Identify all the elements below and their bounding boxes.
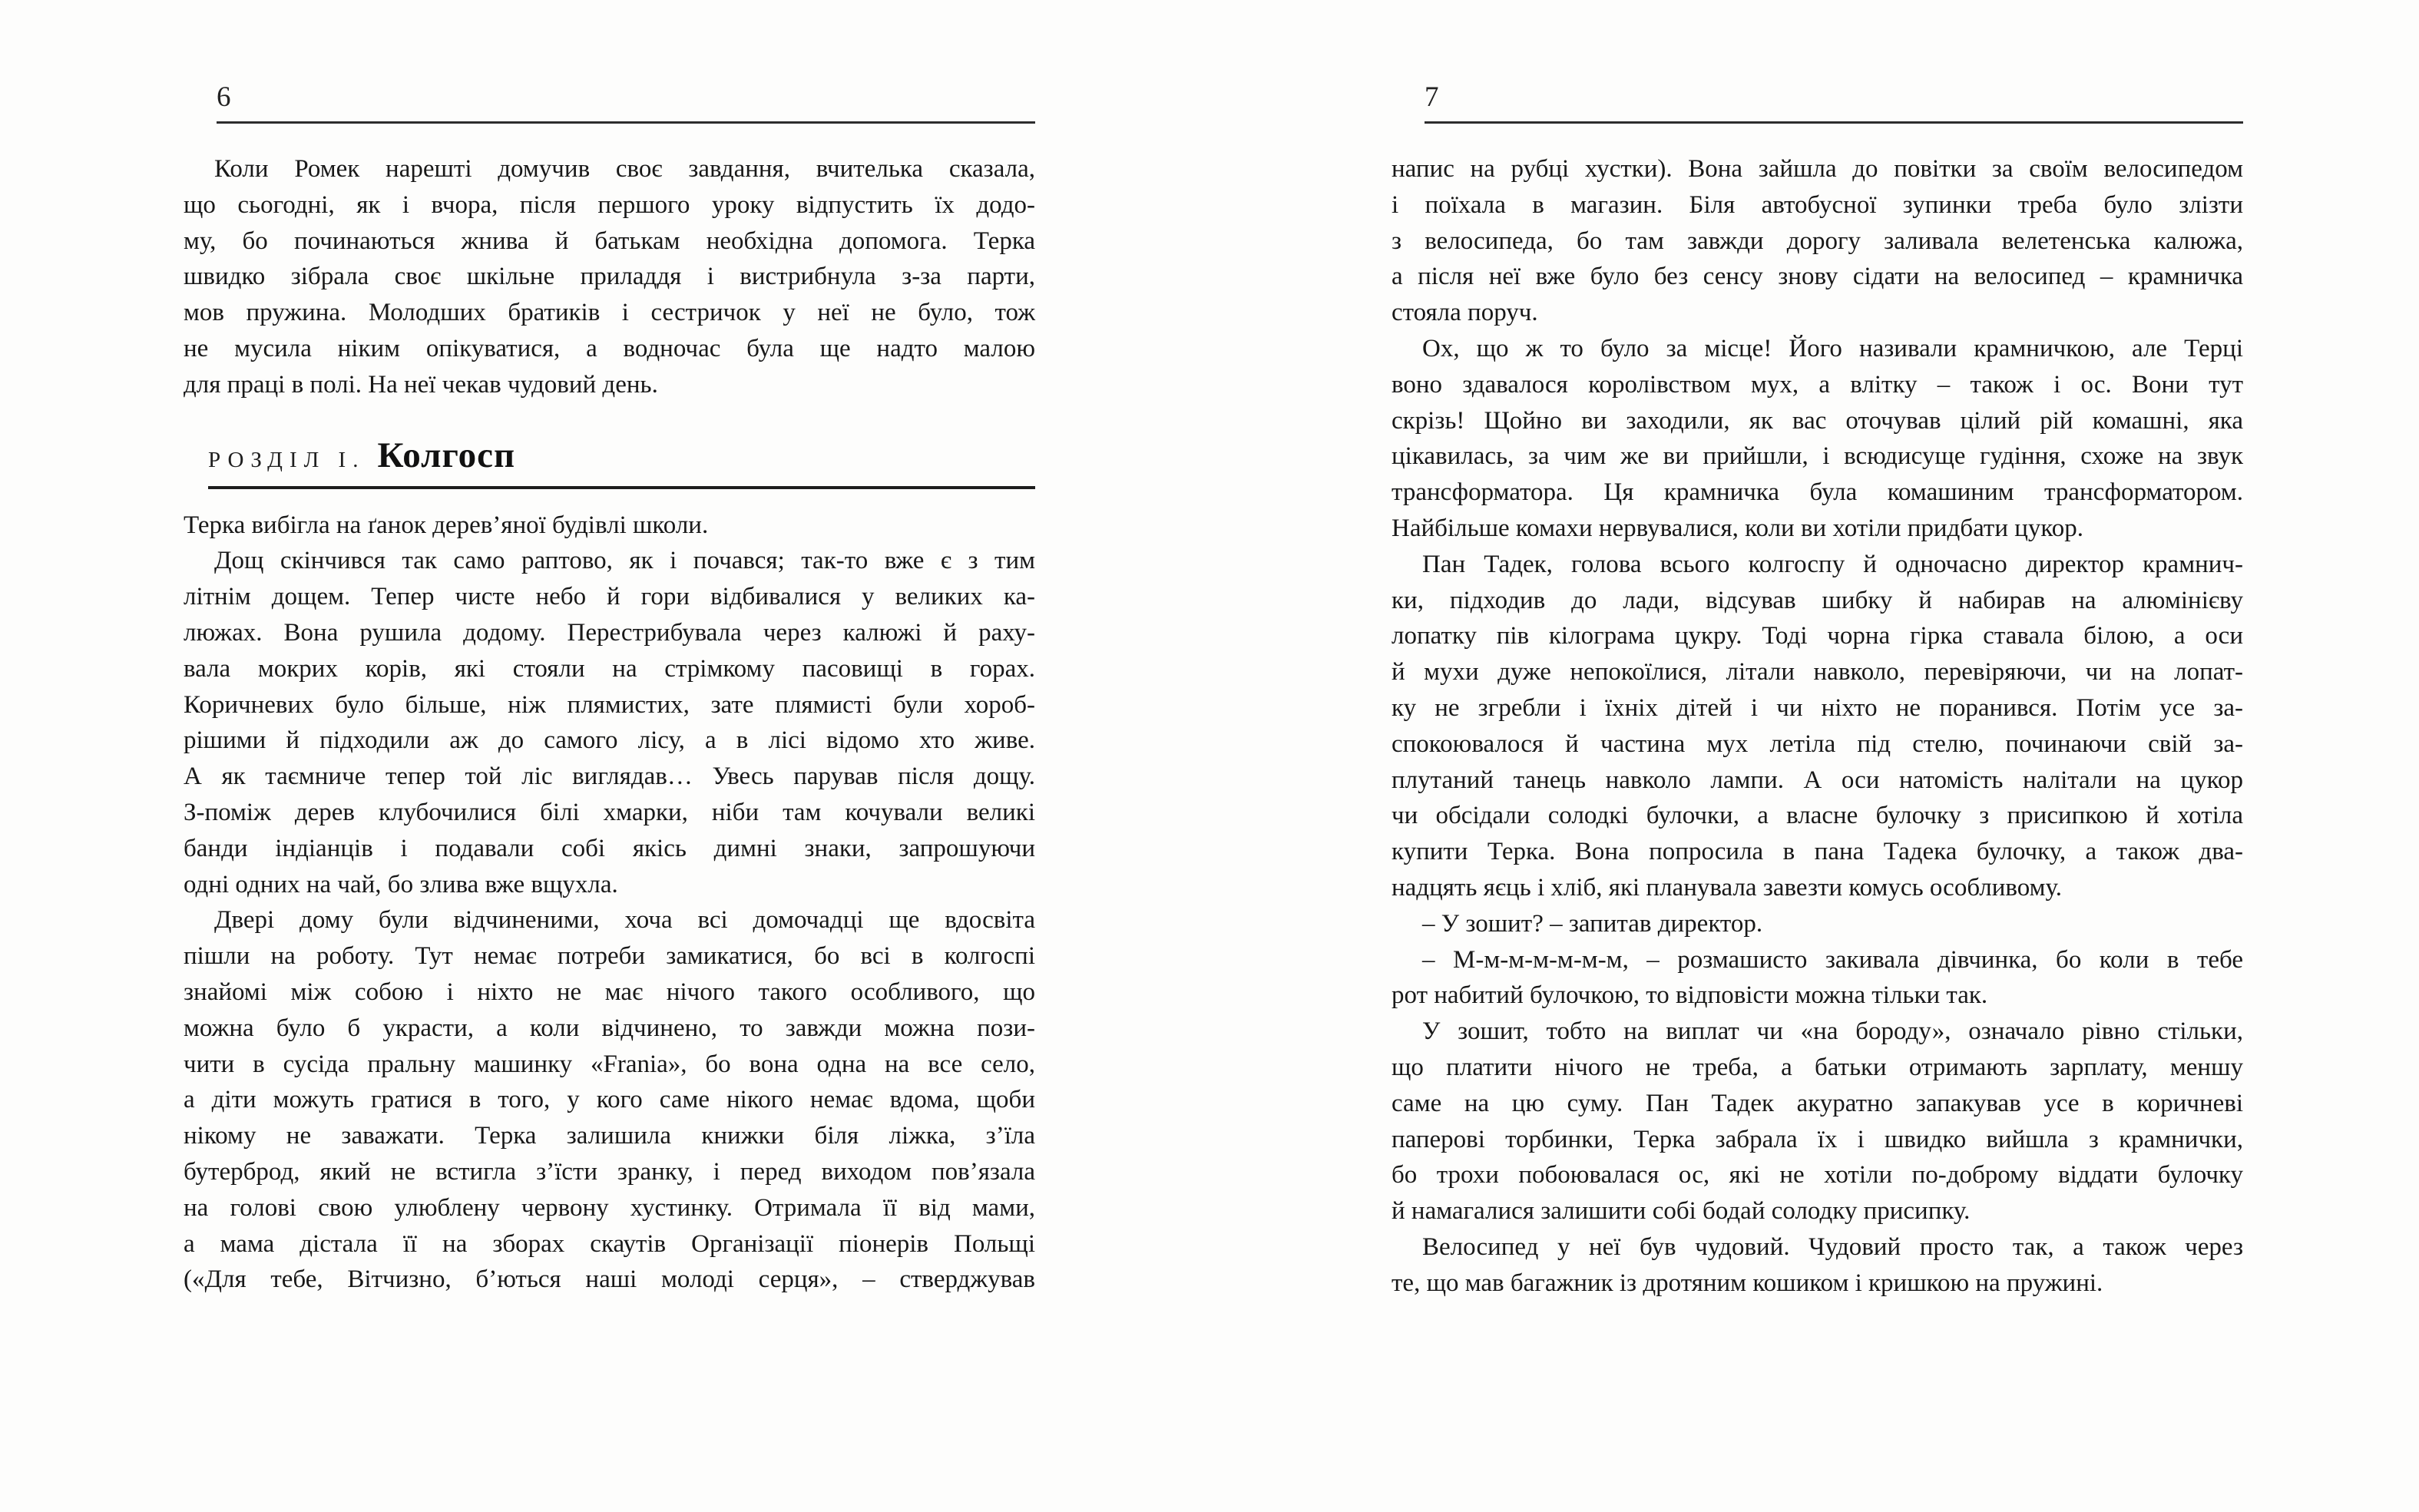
text-line: чи обсідали солодкі булочки, а власне булочку з присипкою й хотіла: [1392, 802, 2243, 830]
text-line: спокоювалося й частина мух летіла під стелю, починаючи свій за-: [1392, 730, 2243, 758]
text-line: напис на рубці хустки). Вона зайшла до повітки за своїм велосипедом: [1392, 155, 2243, 183]
text-line: паперові торбинки, Терка забрала їх і швидко вийшла з крамнички,: [1392, 1125, 2243, 1153]
text-line: нікому не заважати. Терка залишила книжки біля ліжка, з’їла: [184, 1122, 1035, 1150]
text-line: на голові свою улюблену червону хустинку. Отримала її від мами,: [184, 1193, 1035, 1222]
text-line: що сьогодні, як і вчора, після першого уроку відпустить їх додо-: [184, 190, 1035, 219]
paragraph: [1392, 331, 2243, 547]
text-line: для праці в полі. На неї чекав чудовий день.: [184, 370, 658, 399]
text-line: літнім дощем. Тепер чисте небо й гори відбивалися у великих ка-: [184, 583, 1035, 611]
paragraph: [1392, 547, 2243, 906]
text-line: банди індіанців і подавали собі якісь димні знаки, запрошуючи: [184, 834, 1035, 862]
paragraph: [1392, 1229, 2243, 1302]
text-line: Велосипед у неї був чудовий. Чудовий просто так, а також через: [1422, 1232, 2243, 1261]
page-left: [184, 0, 1035, 1298]
text-line: Пан Тадек, голова всього колгоспу й одночасно директор крамнич-: [1422, 550, 2243, 578]
page-header-right: [1392, 83, 2243, 124]
page-number: 7: [1425, 81, 1439, 113]
text-line: скрізь! Щойно ви заходили, як вас оточував цілий рій комашні, яка: [1392, 406, 2243, 435]
text-line: не мусила ніким опікуватися, а водночас була ще надто малою: [184, 334, 1035, 362]
text-line: що платити нічого не треба, а батьки отримають зарплату, меншу: [1392, 1053, 2243, 1081]
text-line: Ох, що ж то було за місце! Його називали крамничкою, але Терці: [1422, 334, 2243, 362]
chapter-heading: [208, 435, 1035, 489]
text-line: люжах. Вона рушила додому. Перестрибувала через калюжі й раху-: [184, 618, 1035, 647]
text-line: чити в сусіда пральну машинку «Frania», бо вона одна на все село,: [184, 1050, 1035, 1078]
text-line: Дощ скінчився так само раптово, як і почався; так-то вже є з тим: [214, 547, 1035, 575]
text-line: а мама дістала її на зборах скаутів Організації піонерів Польщі: [184, 1229, 1035, 1258]
chapter-title: Колгосп: [377, 435, 516, 475]
text-line: й мухи дуже непокоїлися, літали навколо, перевіряючи, чи на лопат-: [1392, 658, 2243, 687]
text-line: саме на цю суму. Пан Тадек акуратно запакував усе в коричневі: [1392, 1089, 2243, 1117]
text-line: пішли на роботу. Тут немає потреби замикатися, бо всі в колгоспі: [184, 942, 1035, 971]
text-line: воно здавалося королівством мух, а влітку – також і ос. Вони тут: [1392, 370, 2243, 399]
text-line: Найбільше комахи нервувалися, коли ви хотіли придбати цукор.: [1392, 514, 2084, 542]
text-line: А як таємниче тепер той ліс виглядав… Увесь парував після дощу.: [184, 763, 1035, 791]
header-rule: [1425, 121, 2243, 124]
text-line: цікавилась, за чим же ви прийшли, і всюдисуще гудіння, схоже на звук: [1392, 442, 2243, 471]
paragraph: [1392, 1014, 2243, 1229]
text-line: Двері дому були відчиненими, хоча всі домочадці ще вдосвіта: [214, 906, 1035, 935]
text-line: бутерброд, який не встигла з’їсти зранку, і перед виходом пов’язала: [184, 1157, 1035, 1186]
paragraph: [184, 151, 1035, 403]
paragraph: [184, 902, 1035, 1298]
text-line: трансформатора. Ця крамничка була комашиним трансформатором.: [1392, 478, 2243, 507]
text-line: Терка вибігла на ґанок дерев’яної будівлі школи.: [184, 511, 709, 539]
page-number: 6: [217, 81, 231, 113]
text-line: а після неї вже було без сенсу знову сідати на велосипед – крамничка: [1392, 263, 2243, 291]
text-line: вала мокрих корів, які стояли на стрімкому пасовищі в горах.: [184, 654, 1035, 683]
text-line: – У зошит? – запитав директор.: [1422, 909, 1763, 938]
text-line: З-поміж дерев клубочилися білі хмарки, ніби там кочували великі: [184, 798, 1035, 826]
text-line: плутаний танець навколо лампи. А оси натомість налітали на цукор: [1392, 766, 2243, 794]
text-line: лопатку пів кілограма цукру. Тоді чорна гірка ставала білою, а оси: [1392, 622, 2243, 650]
page-right: [1392, 0, 2243, 1302]
text-line: рішими й підходили аж до самого лісу, а в лісі відомо хто живе.: [184, 726, 1035, 755]
text-line: ку не згребли і їхніх дітей і чи ніхто не поранився. Потім усе за-: [1392, 693, 2243, 722]
header-rule: [217, 121, 1035, 124]
text-line: рот набитий булочкою, то відповісти можна тільки так.: [1392, 981, 1988, 1010]
text-line: й намагалися залишити собі бодай солодку присипку.: [1392, 1197, 1971, 1226]
text-line: – М-м-м-м-м-м-м, – розмашисто закивала дівчинка, бо коли в тебе: [1422, 945, 2243, 974]
text-line: те, що мав багажник із дротяним кошиком і кришкою на пружині.: [1392, 1269, 2103, 1297]
paragraph: [1392, 151, 2243, 331]
text-line: Коли Ромек нарешті домучив своє завдання, вчителька сказала,: [214, 155, 1035, 183]
text-line: («Для тебе, Вітчизно, б’ються наші молоді серця», – стверджував: [184, 1266, 1035, 1294]
text-line: надцять яєць і хліб, які планувала завезти комусь особливому.: [1392, 873, 2062, 902]
text-line: мов пружина. Молодших братиків і сестричок у неї не було, тож: [184, 299, 1035, 327]
text-line: Коричневих було більше, ніж плямистих, зате плямисті були хороб-: [184, 690, 1035, 719]
paragraph: [1392, 942, 2243, 1014]
text-line: а діти можуть гратися в того, у кого саме нікого немає вдома, щоби: [184, 1086, 1035, 1114]
text-line: У зошит, тобто на виплат чи «на бороду», означало рівно стільки,: [1422, 1017, 2243, 1046]
text-line: і поїхала в магазин. Біля автобусної зупинки треба було злізти: [1392, 190, 2243, 219]
text-line: купити Терка. Вона попросила в пана Тадека булочку, а також два-: [1392, 838, 2243, 866]
text-line: ки, підходив до лади, відсував шибку й набирав на алюмінієву: [1392, 586, 2243, 614]
paragraph: [184, 543, 1035, 902]
paragraph: [1392, 906, 2243, 942]
text-line: одні одних на чай, бо злива вже вщухла.: [184, 870, 618, 898]
text-line: знайомі між собою і ніхто не має нічого такого особливого, що: [184, 978, 1035, 1006]
page-body-right: [1392, 151, 2243, 1302]
text-line: му, бо починаються жнива й батькам необхідна допомога. Терка: [184, 227, 1035, 255]
text-line: з велосипеда, бо там завжди дорогу заливала велетенська калюжа,: [1392, 227, 2243, 255]
text-line: можна було б украсти, а коли відчинено, то завжди можна пози-: [184, 1014, 1035, 1042]
text-line: швидко зібрала своє шкільне приладдя і вистрибнула з-за парти,: [184, 263, 1035, 291]
page-body-left: [184, 151, 1035, 1298]
text-line: бо трохи побоювалася ос, які не хотіли по-доброму віддати булочку: [1392, 1161, 2243, 1189]
chapter-kicker: РОЗДІЛ І.: [208, 447, 366, 472]
text-line: стояла поруч.: [1392, 299, 1538, 327]
paragraph: [184, 508, 1035, 544]
page-header-left: [184, 83, 1035, 124]
